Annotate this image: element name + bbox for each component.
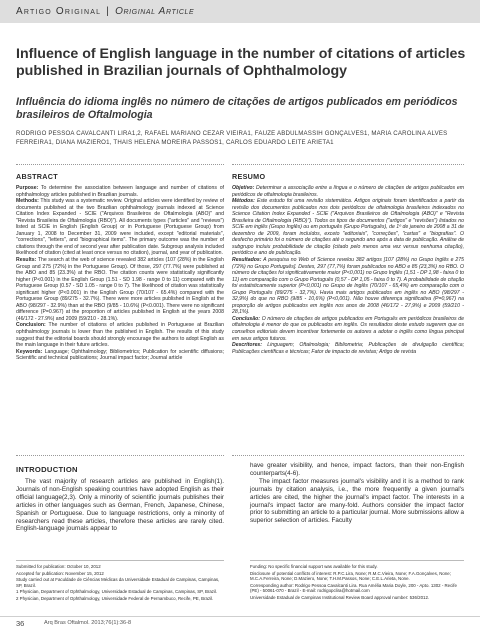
objetivo-text: Determinar a associação entre a língua e o número de citações de artigos publicados em periódicos de oftalmologia brasileiros. [232, 185, 464, 198]
results-label: Results: [16, 257, 37, 264]
section-subname: Original Article [115, 6, 195, 17]
methods-text: This study was a systematic review. Original articles were identified by review of documents published at the two Brazilian ophthalmology journals indexed at Science Citation Index Expanded - SCIE ("Arquivos Brasileiros de Oftalmologia (ABO)" and "Revista Brasileira de Oftalmologia (RBO)"). All documents types ("articles" and "reviews") listed at SCIE in English (English Group) or in Portuguese (Portuguese Group) from January 1, 2008 to December 31, 2009 were included, except "editorial materials", "corrections", "letters", and "biographical items". The primary outcome was the number of citations through the end of second year after publication date. Subgroup analysis included likelihood of citation (cited at least once versus no citation), journal, and year of publication. [16, 198, 224, 257]
footer-divider [0, 616, 480, 617]
keywords-text: Language; Ophthalmology; Bibliometrics; Publication for scientific diffusions; Scientific and technical publications; Journal impact factor; Journal article [16, 348, 224, 362]
purpose-label: Purpose: [16, 185, 39, 191]
resultados-text: A pesquisa no Web of Science revelou 382 artigos [107 (28%) no Grupo Inglês e 275 (72%) no Grupo Português]. Destes, 297 (77,7%) foram publicados no ABO e 85 (23,3%) no RBO. O número de citações foi significativamente maior (P<0,001) no Grupo Inglês (1,51 - DP 1,98 - faixa 0 to 11) em comparação com o Grupo Português (0,57 - DP 1,05 - faixa 0 to 7). A probabilidade de citação foi estatisticamente superior (P<0,001) no Grupo de Inglês (70/107 - 65,4%) em comparação com o Grupo Português (89/275 - 32,7%). Havia mais artigos publicados em inglês no ABO (98/297 - 32,9%) do que no RBO (9/85 - 10,6%) (P<0,001). Não houve diferença significativa (P=0,967) na proporção de artigos publicados em inglês nos anos de 2008 (46/172 - 27,9%) e 2009 (59/210 - 28,1%). [232, 257, 464, 316]
page-number: 36 [16, 619, 25, 628]
keywords-label: Keywords: [16, 348, 43, 355]
descritores-text: Linguagem; Oftalmologia; Bibliometria; Publicações de divulgação científica; Publicações científicas e técnicas; Fator de impacto de revistas; Artigo de revista [232, 342, 464, 355]
intro-paragraph-2: have greater visibility, and hence, impact factors, than their non-English counterparts(4-6). [250, 462, 464, 477]
footnotes-left [16, 560, 224, 603]
abstract-english [16, 164, 224, 456]
article-title: Influence of English language in the number of citations of articles published in Brazilian journals of Ophthalmology [16, 46, 466, 79]
introduction-column-2 [250, 462, 464, 525]
abstract-heading: ABSTRACT [16, 172, 58, 181]
footnote-affiliation-2: 2 Physician, Department of Ophthalmology, Universidade Federal de Pernambuco, Recife, PE, Brazil. [16, 595, 214, 601]
purpose-text: To determine the association between language and number of citations of ophthalmology articles published in Brazilian journals. [16, 185, 224, 198]
footnote-corresponding: Corresponding author: Rodrigo Pessoa Cavalcanti Lira. Rua Amélia Maria Doyle, 200 - Apto. 1302 - Recife (PE) - 50061-070 - Brazil - E-mail: rodrigopclira@hotmail.com [250, 582, 457, 594]
footnote-funding: Funding: No specific financial support was available for this study. [250, 564, 378, 569]
footnote-accepted: Accepted for publication: November 15, 2012 [16, 570, 104, 576]
resultados-label: Resultados: [232, 257, 262, 264]
footnote-irb: Universidade Estadual de Campinas Institutional Review Board approval number: 536/2012. [250, 594, 430, 600]
results-text: The search at the web of science revealed 382 articles (107 (28%) in the English Group and 275 (72%) in the Portuguese Group). Of those, 297 (77.7%) were published at the ABO and 85 (23.3%) at the RBO. The citation counts were statistically significantly higher (P<0.001) in the English Group (1.51 - SD 1.98 - range 0 to 11) compared with the Portuguese Group (0.57 - SD 1.05 - range 0 to 7). The likelihood of citation was statistically significant higher (P<0.001) in the English Group (70/107 - 65.4%) compared with the Portuguese Group (89/275 - 32.7%). There were more articles published in English at the ABO (98/297 - 32.9%) than at the RBO (9/85 - 10.6%) (P<0.001). There were no significant difference (P=0.967) at the proportion of articles published in English at the years 2008 (46/172 - 27.9%) and 2009 (59/210 - 28.1%). [16, 257, 224, 322]
abstract-body [16, 185, 224, 362]
footnote-study-site: Study carried out at Faculdade de Ciências Médicas da Universidade Estadual de Campinas, Campinas, SP, Brazil. [16, 577, 220, 588]
abstract-portuguese [232, 164, 464, 456]
article-subtitle: Influência do idioma inglês no número de citações de artigos publicados em periódicos brasileiros de Oftalmologia [16, 96, 458, 121]
footnotes-right [250, 560, 464, 602]
section-label: Artigo Original | Original Article [16, 6, 195, 17]
objetivo-label: Objetivo: [232, 185, 255, 191]
conclusion-text: The number of citations of articles published in Portuguese at Brazilian ophthalmology journals is lower than the published in English. The results of this study suggest that the editorial boards should strongly encourage the authors to adopt English as the main language in their future articles. [16, 322, 224, 349]
footnote-affiliation-1: 1 Physician, Department of Ophthalmology, Universidade Estadual de Campinas, Campinas, SP, Brazil. [16, 589, 218, 595]
journal-citation: Arq Bras Oftalmol. 2013;76(1):36-8 [44, 620, 132, 626]
metodos-label: Métodos: [232, 198, 255, 205]
introduction-column-1 [16, 478, 224, 533]
introduction-heading: INTRODUCTION [16, 465, 78, 474]
resumo-body [232, 185, 464, 355]
conclusao-label: Conclusão: [232, 315, 260, 322]
descritores-label: Descritores: [232, 342, 263, 349]
section-name: Artigo Original [16, 6, 102, 17]
conclusion-label: Conclusion: [16, 322, 46, 329]
resumo-heading: RESUMO [232, 172, 266, 181]
conclusao-text: O número de citações de artigos publicados em Português em periódicos brasileiros de oftalmologia é menor do que os publicados em inglês. Os resultados deste estudo sugerem que os conselhos editoriais devem incentivar fortemente os autores a adotar o inglês como língua principal em seus artigos futuros. [232, 315, 464, 342]
footnote-submitted: Submitted for publication: October 10, 2012 [16, 564, 101, 569]
methods-label: Methods: [16, 198, 39, 205]
author-list: RODRIGO PESSOA CAVALCANTI LIRA1,2, RAFAEL MARIANO CEZAR VIEIRA1, FAUZE ABDULMASSIH GONÇALVES1, MARIA CAROLINA ALVES FERREIRA1, DIANA MAZIERO1, THAIS HELENA MOREIRA PASSOS1, CARLOS EDUARDO LEITE ARIETA1 [16, 130, 448, 146]
metodos-text: Este estudo foi uma revisão sistemática. Artigos originais foram identificados a partir da revisão dos documentos publicados nos dois periódicos de oftalmologia brasileiros indexados no Science Citation Index Expanded - SCIE ("Arquivos Brasileiros de Oftalmologia (ABO)" e "Revista Brasileira de Oftalmologia (RBO)"). Todos os tipos de documentos ("artigos" e "revisões") listados no SCIE em inglês (Grupo Inglês) ou em português (Grupo Português), de 1º de janeiro de 2008 a 31 de dezembro de 2009, foram incluídos, exceto "editoriais", "correções", "cartas" e "biografias". O desfecho primário foi o número de citações até o segundo ano após a data de publicação. Análise de subgrupo incluiu probabilidade de citação (citado pelo menos uma vez versus nenhuma citação), periódico e ano de publicação. [232, 198, 464, 257]
intro-paragraph-3: The impact factor measures journal's visibility and it is a method to rank journals by citation analysis, i.e., the more frequently a given journal's articles are cited, the higher the journal's impact factor. The interests in a journal's impact factor are many-fold. Authors consider the impact factor prior to submitting an article to a particular journal. More submissions allow a superior selection of articles. Faculty [250, 477, 464, 525]
footnote-disclosure: Disclosure of potential conflicts of interest: R.P.C.Lira, None; R.M.C.Vieira, None; F.A.Gonçalves, None; M.C.A.Ferreira, None; D.Maziero, None; T.H.M.Passos, None; C.E.L.Arieta, None. [250, 570, 451, 582]
intro-paragraph-1: The vast majority of research articles are published in English(1). Journals of non-English speaking countries have adopted English as their official language(2,3). Only a minority of scientific journals publishes their articles in other languages such as German, French, Japanese, Chinese, Spanish or Portuguese. Due to language restrictions, only a minority of researchers read these articles, therefore these articles are rarely cited. English-language journals appear to [16, 478, 224, 533]
